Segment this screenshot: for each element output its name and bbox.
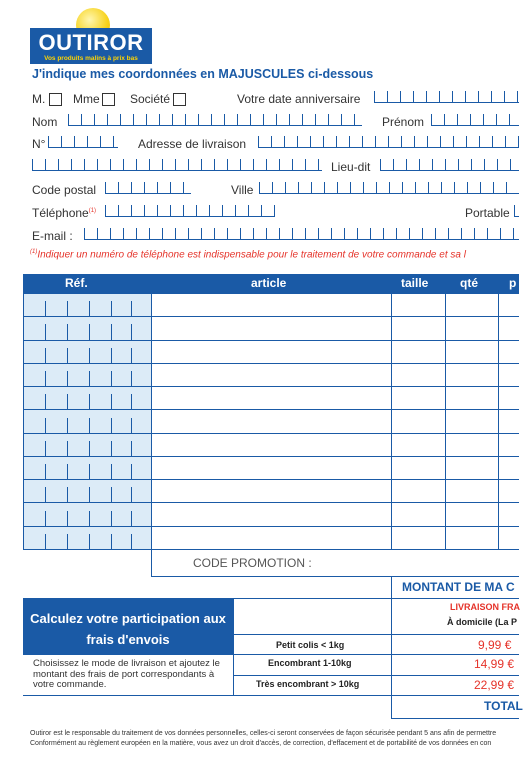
order-table-header <box>23 274 519 293</box>
telephone-footnote-mark: (1) <box>88 208 97 214</box>
shipping-row-line <box>233 675 519 676</box>
ref-digit-divider <box>67 511 68 526</box>
ref-digit-divider <box>111 487 112 502</box>
adresse-field[interactable] <box>258 136 519 148</box>
prenom-label: Prénom <box>382 115 425 129</box>
ref-digit-divider <box>67 464 68 479</box>
ref-digit-divider <box>111 418 112 433</box>
ref-digit-divider <box>89 441 90 456</box>
ref-digit-divider <box>89 301 90 316</box>
ville-field[interactable] <box>259 182 519 194</box>
table-row-divider <box>23 293 519 294</box>
ref-digit-divider <box>111 464 112 479</box>
legal-line: Conformément au règlement européen en la matière, vous avez un droit d'accès, de correction, d'effacement et de portabilité de vos données en con <box>30 740 492 747</box>
table-row-divider <box>23 526 519 527</box>
order-table-grid[interactable] <box>23 293 519 549</box>
civility-mr-checkbox[interactable] <box>49 93 62 106</box>
birthday-label: Votre date anniversaire <box>237 92 361 106</box>
livraison-label: LIVRAISON FRA <box>450 602 521 612</box>
telephone-field[interactable] <box>105 205 275 217</box>
table-row-divider <box>23 316 519 317</box>
ref-digit-divider <box>111 324 112 339</box>
table-row-divider <box>23 363 519 364</box>
civility-mme-label: Mme <box>73 92 100 106</box>
table-row-divider <box>23 456 519 457</box>
shipping-option-label: Petit colis < 1kg <box>276 640 345 650</box>
promo-code-label: CODE PROMOTION : <box>193 556 312 570</box>
ref-digit-divider <box>67 534 68 549</box>
prenom-field[interactable] <box>431 114 519 126</box>
ref-digit-divider <box>111 371 112 386</box>
ref-digit-divider <box>45 464 46 479</box>
note-footnote-mark: (1) <box>30 249 38 255</box>
ref-digit-divider <box>45 511 46 526</box>
ref-digit-divider <box>111 394 112 409</box>
header-taille: taille <box>401 276 429 290</box>
ref-digit-divider <box>67 324 68 339</box>
ref-digit-divider <box>45 348 46 363</box>
ref-digit-divider <box>89 464 90 479</box>
shipping-option-label: Très encombrant > 10kg <box>256 679 360 689</box>
ref-digit-divider <box>131 348 132 363</box>
ref-digit-divider <box>131 301 132 316</box>
nom-field[interactable] <box>68 114 362 126</box>
shipping-row-line <box>233 634 519 635</box>
shipping-calc-description: Choisissez le mode de livraison et ajoutez le montant des frais de port correspondants à votre commande. <box>33 658 220 690</box>
ref-digit-divider <box>67 371 68 386</box>
logo-tagline: Vos produits malins à prix bas <box>44 55 138 62</box>
table-column-divider <box>391 293 392 549</box>
table-row-divider <box>23 340 519 341</box>
ref-digit-divider <box>67 441 68 456</box>
ref-digit-divider <box>45 441 46 456</box>
ref-digit-divider <box>67 301 68 316</box>
ref-digit-divider <box>131 534 132 549</box>
civility-societe-checkbox[interactable] <box>173 93 186 106</box>
shipping-option-price[interactable]: 14,99 € <box>474 657 515 671</box>
shipping-bottom-border <box>23 695 519 696</box>
montant-heading: MONTANT DE MA C <box>402 580 515 594</box>
table-column-divider <box>498 293 499 549</box>
ref-digit-divider <box>67 394 68 409</box>
ref-digit-divider <box>111 534 112 549</box>
ref-digit-divider <box>111 301 112 316</box>
ref-digit-divider <box>89 324 90 339</box>
ref-digit-divider <box>111 511 112 526</box>
telephone-text: Téléphone <box>32 206 89 220</box>
ref-digit-divider <box>111 348 112 363</box>
header-qte: qté <box>460 276 478 290</box>
ville-label: Ville <box>231 183 254 197</box>
legal-line: Outiror est le responsable du traitement de vos données personnelles, celles-ci seront conservées de façon sécurisée pendant 5 ans afin de permettre <box>30 730 497 737</box>
civility-societe-label: Société <box>130 92 171 106</box>
form-heading: J'indique mes coordonnées en MAJUSCULES ci-dessous <box>32 67 374 81</box>
lieudit-field[interactable] <box>380 159 519 171</box>
shipping-top-border <box>233 598 519 599</box>
table-row-divider <box>23 549 519 550</box>
table-row-divider <box>23 479 519 480</box>
adresse-continued-field[interactable] <box>32 159 322 171</box>
ref-digit-divider <box>67 418 68 433</box>
phone-required-note <box>30 249 466 260</box>
total-label: TOTAL <box>484 699 523 713</box>
table-row-divider <box>23 386 519 387</box>
birthday-field[interactable] <box>374 91 519 103</box>
ref-digit-divider <box>131 324 132 339</box>
shipping-option-label: Encombrant 1-10kg <box>268 658 352 668</box>
logo-wordmark: OUTIROR <box>38 30 144 55</box>
shipping-row-line <box>233 654 519 655</box>
ref-digit-divider <box>45 371 46 386</box>
ref-digit-divider <box>89 394 90 409</box>
promo-underline <box>151 576 519 577</box>
ref-digit-divider <box>89 511 90 526</box>
civility-mme-checkbox[interactable] <box>102 93 115 106</box>
table-column-divider <box>445 293 446 549</box>
ref-digit-divider <box>111 441 112 456</box>
lieudit-label: Lieu-dit <box>331 160 371 174</box>
ref-digit-divider <box>45 418 46 433</box>
table-column-divider <box>151 293 152 549</box>
ref-digit-divider <box>131 511 132 526</box>
ref-digit-divider <box>89 418 90 433</box>
shipping-calc-title: Calculez votre participation aux frais d'envois <box>30 611 226 647</box>
ref-digit-divider <box>67 487 68 502</box>
header-ref: Réf. <box>65 276 88 290</box>
portable-field[interactable] <box>514 205 519 217</box>
shipping-option-price[interactable]: 22,99 € <box>474 678 515 692</box>
total-bottom-border <box>391 718 519 719</box>
ref-digit-divider <box>89 487 90 502</box>
table-row-divider <box>23 409 519 410</box>
header-article: article <box>251 276 287 290</box>
civility-mr-label: M. <box>32 92 46 106</box>
codepostal-label: Code postal <box>32 183 97 197</box>
email-label: E-mail : <box>32 229 73 243</box>
domicile-label: À domicile (La P <box>447 617 518 627</box>
header-prix: p <box>509 276 517 290</box>
nom-label: Nom <box>32 115 58 129</box>
ref-digit-divider <box>45 487 46 502</box>
note-text: Indiquer un numéro de téléphone est indispensable pour le traitement de votre commande et sa l <box>37 249 466 261</box>
ref-digit-divider <box>131 418 132 433</box>
ref-digit-divider <box>131 487 132 502</box>
ref-digit-divider <box>67 348 68 363</box>
table-row-divider <box>23 433 519 434</box>
shipping-left-border <box>233 598 234 696</box>
ref-digit-divider <box>89 371 90 386</box>
ref-digit-divider <box>131 464 132 479</box>
ref-digit-divider <box>89 348 90 363</box>
numero-label: N° <box>32 137 46 151</box>
codepostal-field[interactable] <box>105 182 191 194</box>
email-field[interactable] <box>84 228 519 240</box>
shipping-option-price[interactable]: 9,99 € <box>478 638 512 652</box>
ref-digit-divider <box>131 371 132 386</box>
ref-digit-divider <box>45 301 46 316</box>
ref-digit-divider <box>131 441 132 456</box>
telephone-label <box>32 206 96 220</box>
table-row-divider <box>23 502 519 503</box>
table-column-divider <box>23 293 24 549</box>
promo-divider <box>151 549 152 577</box>
ref-digit-divider <box>45 534 46 549</box>
shipping-calc-box <box>23 598 233 655</box>
outiror-logo <box>30 8 152 64</box>
ref-digit-divider <box>131 394 132 409</box>
ref-digit-divider <box>89 534 90 549</box>
ref-digit-divider <box>45 394 46 409</box>
portable-label: Portable <box>465 206 510 220</box>
numero-field[interactable] <box>48 136 118 148</box>
ref-digit-divider <box>45 324 46 339</box>
adresse-label: Adresse de livraison <box>138 137 247 151</box>
